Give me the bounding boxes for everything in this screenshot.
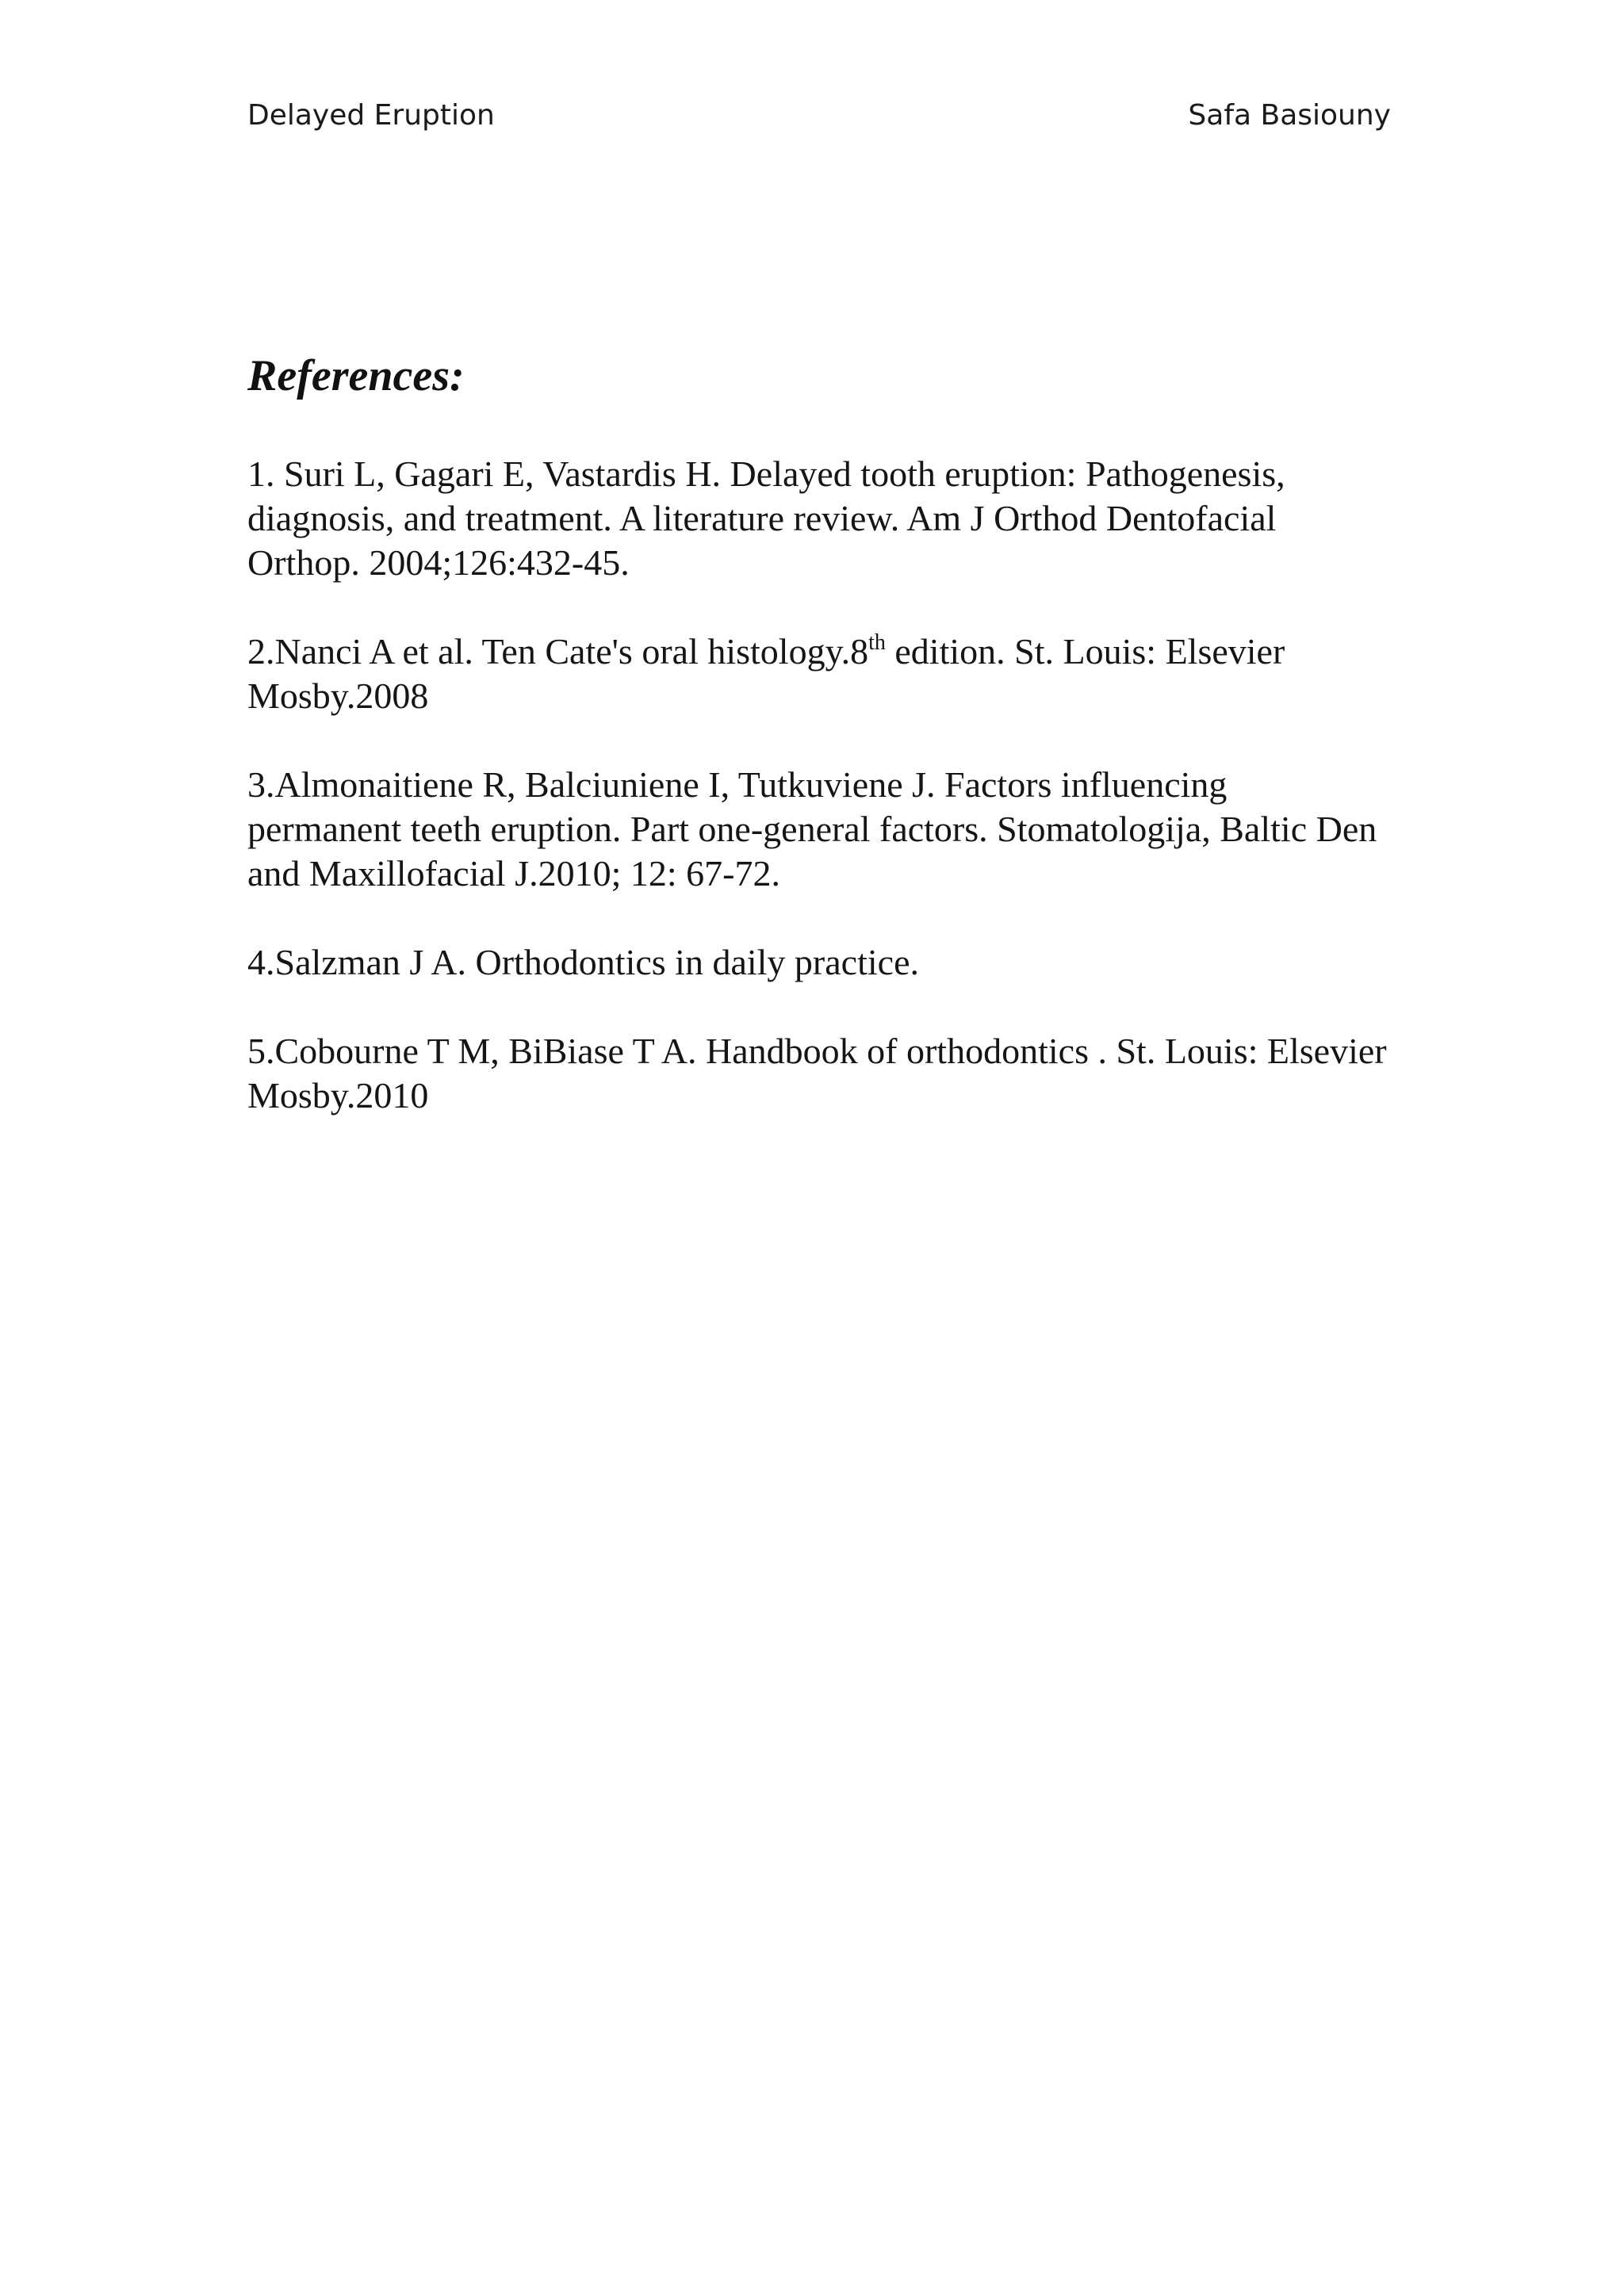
reference-item-4: 4.Salzman J A. Orthodontics in daily practice. [247, 942, 919, 982]
references-heading: References: [247, 351, 465, 400]
header-title: Delayed Eruption [247, 99, 495, 132]
reference-item-2-text-cont: edition. St. Louis: Elsevier Mosby.2008 [247, 631, 1285, 716]
reference-item-5: 5.Cobourne T M, BiBiase T A. Handbook of orthodontics . St. Louis: Elsevier Mosby.2010 [247, 1031, 1387, 1115]
header-author: Safa Basiouny [1188, 99, 1391, 132]
reference-item-2 [247, 629, 1389, 718]
reference-item-3: 3.Almonaitiene R, Balciuniene I, Tutkuviene J. Factors influencing permanent teeth eruption. Part one-general factors. Stomatologija, Baltic Den and Maxillofacial J.2010; 12: 67-72. [247, 764, 1377, 894]
reference-item-2-text: 2.Nanci A et al. Ten Cate's oral histology.8 [247, 631, 869, 672]
reference-item-2-superscript: th [868, 630, 886, 655]
page-header [247, 97, 1391, 135]
reference-item-1: 1. Suri L, Gagari E, Vastardis H. Delayed tooth eruption: Pathogenesis, diagnosis, and treatment. A literature review. Am J Orthod Dentofacial Orthop. 2004;126:432-45. [247, 453, 1285, 583]
reference-list [247, 452, 1389, 1118]
references-section [247, 347, 1389, 1162]
